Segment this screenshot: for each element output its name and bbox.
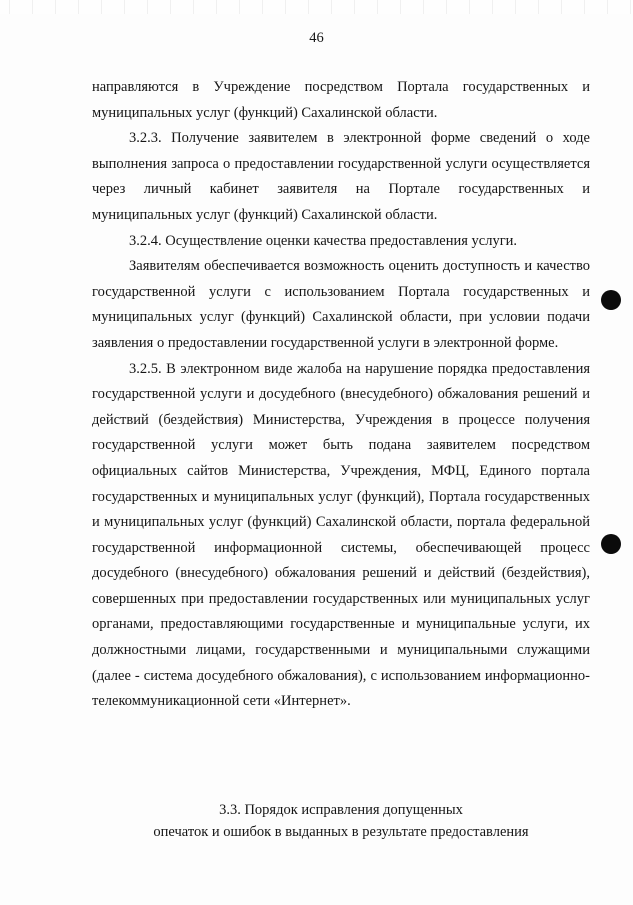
- page-number: 46: [309, 30, 324, 46]
- paragraph-3-2-5: 3.2.5. В электронном виде жалоба на нарушение порядка предоставления государственной услуги и досудебного (внесудебного) обжалования решений и действий (бездействия) Министерства, Учреждения в процессе получения государственной услуги может быть подана заявителем посредством официальных сайтов Министерства, Учреждения, МФЦ, Единого портала государственных и муниципальных услуг (функций), Портала государственных и муниципальных услуг (функций) Сахалинской области, портала федеральной государственной информационной системы, обеспечивающей процесс досудебного (внесудебного) обжалования решений и действий (бездействия), совершенных при предоставлении государственных или муниципальных услуг органами, предоставляющими государственные и муниципальные услуги, их должностными лицами, государственными и муниципальными служащими (далее - система досудебного обжалования), с использованием информационно-телекоммуникационной сети «Интернет».: [92, 360, 590, 710]
- paragraph-quality-assessment: Заявителям обеспечивается возможность оценить доступность и качество государственной услуги с использованием Портала государственных и муниципальных услуг (функций) Сахалинской области, при условии подачи заявления о предоставлении государственной услуги в электронной форме.: [92, 258, 590, 351]
- paragraph-continuation: направляются в Учреждение посредством Портала государственных и муниципальных услуг (функций) Сахалинской области.: [92, 79, 590, 121]
- punch-hole-mark: [601, 290, 621, 310]
- punch-hole-mark: [601, 534, 621, 554]
- section-heading-3-3: [92, 799, 590, 843]
- scan-noise: [0, 0, 633, 14]
- section-heading-line-1: 3.3. Порядок исправления допущенных: [219, 802, 463, 818]
- paragraph-3-2-3: 3.2.3. Получение заявителем в электронной форме сведений о ходе выполнения запроса о предоставлении государственной услуги осуществляется через личный кабинет заявителя на Портале государственных и муниципальных услуг (функций) Сахалинской области.: [92, 130, 590, 223]
- paragraph-3-2-4: 3.2.4. Осуществление оценки качества предоставления услуги.: [129, 232, 518, 249]
- document-body: [92, 75, 590, 715]
- section-heading-line-2: опечаток и ошибок в выданных в результате предоставления: [153, 824, 529, 840]
